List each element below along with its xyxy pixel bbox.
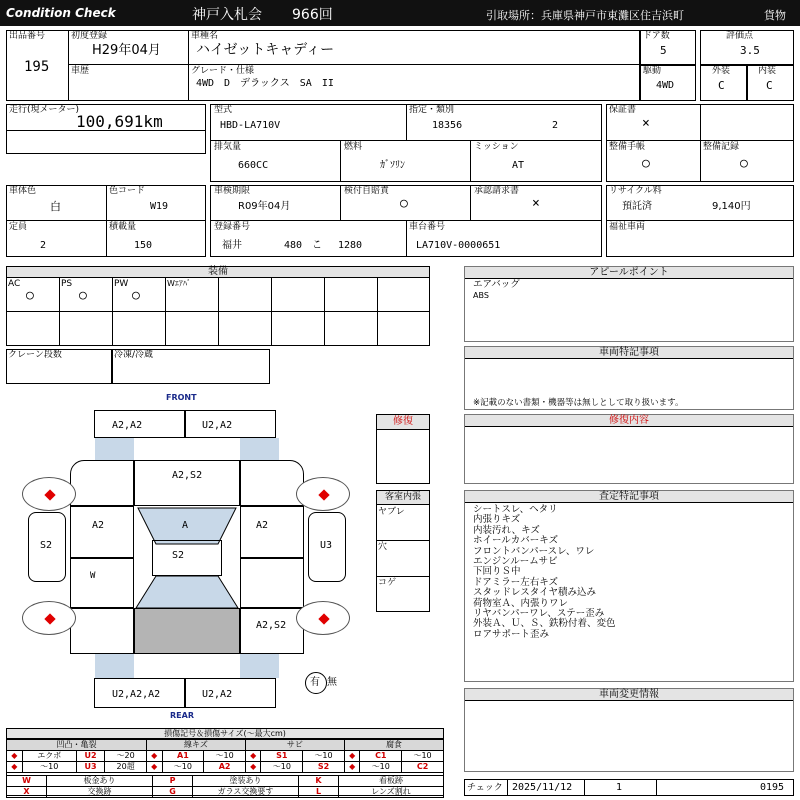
displacement: 660CC — [238, 160, 269, 171]
auction-name: 神戸入札会 — [192, 7, 262, 23]
chassis: LA710V-0000651 — [416, 240, 501, 251]
chassis-label: 車台番号 — [409, 222, 446, 232]
wheel-front-left[interactable] — [22, 477, 76, 511]
legend-group-1: 凹凸・亀裂 — [7, 740, 147, 751]
legend-cell: A2 — [204, 762, 246, 773]
legend-cell: ◆ — [245, 762, 261, 773]
mark-left-front-fender: A2 — [92, 520, 105, 531]
designation-label: 指定・類別 — [409, 105, 455, 115]
approval: × — [532, 196, 540, 211]
equip-ps-label: PS — [61, 279, 73, 289]
reg-area: 福井 — [222, 240, 242, 251]
front-label: FRONT — [166, 393, 197, 402]
legend-group-4: 腐食 — [344, 740, 443, 751]
body-color: 白 — [50, 200, 61, 213]
legend-cell: 20超 — [105, 762, 147, 773]
left-rear-quarter[interactable] — [70, 608, 134, 654]
maint-record: ○ — [740, 156, 748, 171]
legend-cell: ◆ — [146, 762, 162, 773]
fridge-label: 冷凍/冷蔵 — [114, 350, 154, 360]
car-name: ハイゼットキャディー — [196, 42, 335, 58]
legend-cell: 〜10 — [162, 762, 204, 773]
legend-damage-table — [6, 739, 444, 773]
rear-window[interactable] — [134, 574, 240, 610]
score-label: 評価点 — [726, 31, 754, 41]
left-rear-door[interactable] — [70, 558, 134, 608]
equip-ps-mark: ○ — [79, 288, 87, 303]
drive-label: 駆動 — [643, 66, 662, 76]
exterior-label: 外装 — [712, 66, 731, 76]
exterior: C — [718, 79, 725, 92]
mark-front-right: U2,A2 — [202, 420, 233, 431]
inspection: R09年04月 — [238, 201, 291, 212]
mark-roof: S2 — [172, 550, 185, 561]
legend-code-desc: ガラス交換要す — [193, 787, 299, 798]
mileage-label: 走行(現メーター) — [9, 105, 80, 115]
note-line: リヤバンパーワレ、ステー歪み — [473, 608, 605, 620]
history-label: 車歴 — [71, 66, 90, 76]
special-panel — [464, 346, 794, 410]
reg-no-label: 登録番号 — [214, 222, 251, 232]
mark-left-side: S2 — [40, 540, 53, 551]
mark-windshield: A — [182, 520, 189, 531]
note-line: シートスレ、ヘタリ — [473, 504, 558, 515]
note-line: フロントバンパースレ、ワレ — [473, 545, 595, 557]
equip-ac-mark: ○ — [26, 288, 34, 303]
reg-class: 480 — [284, 240, 303, 251]
legend-code: X — [7, 787, 47, 798]
equip-wair-label: Wｴｱﾊﾞ — [167, 279, 191, 288]
warranty-label: 保証書 — [609, 105, 637, 115]
note-line: ホイールカバーキズ — [473, 535, 559, 547]
right-front-door[interactable] — [240, 506, 304, 558]
legend-code: K — [299, 776, 339, 787]
repair-detail-panel — [464, 414, 794, 484]
check-label: チェック — [467, 783, 503, 793]
cabin-ana: 穴 — [378, 542, 388, 552]
inspection-notes-title: 査定特記事項 — [465, 491, 793, 503]
doors: 5 — [660, 44, 667, 57]
check-code: 0195 — [760, 782, 785, 793]
cabin-koge: コゲ — [378, 578, 397, 588]
legend-cell: エクボ — [22, 751, 76, 762]
lot-number: 195 — [24, 59, 50, 75]
legend-cell: ◆ — [146, 751, 162, 762]
equipment-title: 装備 — [7, 267, 429, 278]
mark-left-rear-door: W — [90, 571, 96, 581]
mission: AT — [512, 160, 525, 171]
right-front-fender[interactable] — [240, 460, 304, 506]
inspection-notes-list — [473, 505, 616, 640]
legend-cell: C1 — [360, 751, 402, 762]
fuel: ｶﾞｿﾘﾝ — [380, 160, 405, 171]
legend-cell: U3 — [76, 762, 104, 773]
fuel-label: 燃料 — [344, 142, 363, 152]
appeal-line-2: ABS — [473, 291, 489, 300]
left-front-fender[interactable] — [70, 460, 134, 506]
legend-cell: U2 — [76, 751, 104, 762]
legend-cell: ◆ — [344, 762, 360, 773]
note-line: ロアサポート歪み — [473, 628, 550, 640]
legend-cell: 〜20 — [105, 751, 147, 762]
maintenance-label: 整備手帳 — [609, 142, 646, 152]
legend-code: L — [299, 787, 339, 798]
wheel-rear-left[interactable] — [22, 601, 76, 635]
legend-group-3: サビ — [245, 740, 344, 751]
designation: 18356 — [432, 120, 463, 131]
welfare-label: 福祉車両 — [609, 222, 646, 232]
check-num: 1 — [616, 782, 623, 793]
legend-cell: S2 — [303, 762, 345, 773]
legend-code: P — [153, 776, 193, 787]
mileage: 100,691km — [76, 112, 163, 131]
reg-num: 1280 — [338, 240, 363, 251]
reg-kana: こ — [312, 240, 322, 251]
drive: 4WD — [656, 80, 675, 91]
change-info-title: 車両変更情報 — [465, 689, 793, 701]
warranty: × — [642, 116, 650, 131]
cargo-area — [134, 608, 240, 654]
capacity-label: 定員 — [9, 222, 28, 232]
left-front-door[interactable] — [70, 506, 134, 558]
right-rear-door[interactable] — [240, 558, 304, 608]
insurance: ○ — [400, 196, 408, 211]
lot-label: 出品番号 — [9, 31, 46, 41]
load-label: 積載量 — [109, 222, 137, 232]
auction-number: 966回 — [292, 7, 333, 23]
legend-cell: 〜10 — [303, 751, 345, 762]
legend-code-desc: レンズ割れ — [339, 787, 444, 798]
spare-has: 有 — [310, 677, 320, 688]
recycle-fee: 9,140円 — [712, 201, 751, 212]
approval-label: 承認請求書 — [474, 186, 520, 196]
mark-right-front-fender: A2 — [256, 520, 269, 531]
legend-code-desc: 塗装あり — [193, 776, 299, 787]
legend-cell: A1 — [162, 751, 204, 762]
equip-pw-mark: ○ — [132, 288, 140, 303]
recycle-label: リサイクル料 — [609, 186, 662, 196]
load: 150 — [134, 240, 153, 251]
wheel-front-right[interactable] — [296, 477, 350, 511]
header-title: Condition Check — [6, 6, 116, 20]
wheel-rear-right[interactable] — [296, 601, 350, 635]
note-line: 内装汚れ、キズ — [473, 524, 540, 536]
color-code-label: 色コード — [109, 186, 146, 196]
mark-front-left: A2,A2 — [112, 420, 143, 431]
legend-cell: 〜10 — [360, 762, 402, 773]
legend-cell: S1 — [261, 751, 303, 762]
legend-code-desc: 板金あり — [47, 776, 153, 787]
recycle-status: 預託済 — [622, 201, 652, 212]
special-note: ※記載のない書類・機器等は無しとして取り扱います。 — [473, 398, 684, 408]
cabin-yabure: ヤブレ — [378, 507, 405, 517]
legend-cell: ◆ — [7, 751, 23, 762]
score: 3.5 — [740, 44, 760, 57]
capacity: 2 — [40, 240, 47, 251]
repair-label: 修復 — [377, 415, 429, 430]
rear-label: REAR — [170, 711, 194, 720]
maint-record-label: 整備記録 — [703, 142, 740, 152]
legend-cell: 〜10 — [204, 751, 246, 762]
mark-rear-left: U2,A2,A2 — [112, 689, 161, 700]
legend-cell: C2 — [402, 762, 444, 773]
legend-cell: 〜10 — [402, 751, 444, 762]
note-line: 内張りキズ — [473, 514, 521, 526]
inspection-label: 車検期限 — [214, 186, 251, 196]
legend-title: 損傷記号＆損傷サイズ(〜最大cm) — [7, 729, 443, 739]
legend-code: G — [153, 787, 193, 798]
grade-label: グレード・仕様 — [191, 66, 255, 76]
mark-rear-right: U2,A2 — [202, 689, 233, 700]
note-line: 荷物室Ａ、内張りワレ — [473, 597, 569, 609]
legend-code-table — [6, 775, 444, 798]
legend-group-2: 線キズ — [146, 740, 245, 751]
crane-label: クレーン段数 — [8, 350, 62, 360]
inspection-notes-panel — [464, 490, 794, 682]
appeal-panel — [464, 266, 794, 342]
car-name-label: 車種名 — [191, 31, 219, 41]
appeal-line-1: エアバッグ — [473, 279, 520, 290]
maintenance: ○ — [642, 156, 650, 171]
interior: C — [766, 79, 773, 92]
category-no: 2 — [552, 120, 559, 131]
legend-code: W — [7, 776, 47, 787]
vehicle-category: 貨物 — [764, 9, 786, 22]
mark-hood: A2,S2 — [172, 470, 203, 481]
note-line: 下回りＳ中 — [473, 566, 521, 578]
appeal-title: アピールポイント — [465, 267, 793, 279]
first-reg: H29年04月 — [92, 43, 161, 58]
mission-label: ミッション — [474, 142, 519, 152]
repair-detail-title: 修復内容 — [465, 415, 793, 427]
legend-cell: ◆ — [245, 751, 261, 762]
displacement-label: 排気量 — [214, 142, 242, 152]
legend-cell: 〜10 — [261, 762, 303, 773]
model: HBD-LA710V — [220, 120, 281, 131]
grade: 4WD D デラックス SA II — [196, 78, 334, 89]
roof[interactable] — [152, 540, 222, 576]
interior-label: 内装 — [758, 66, 777, 76]
hood[interactable] — [134, 460, 240, 506]
legend-code-desc: 看板跡 — [339, 776, 444, 787]
legend-cell: ◆ — [7, 762, 23, 773]
body-color-label: 車体色 — [9, 186, 37, 196]
legend-code-desc: 交換跡 — [47, 787, 153, 798]
note-line: エンジンルームサビ — [473, 556, 558, 568]
color-code: W19 — [150, 201, 169, 212]
doors-label: ドア数 — [643, 31, 670, 41]
note-line: スタッドレスタイヤ積み込み — [473, 587, 597, 599]
legend-cell: 〜10 — [22, 762, 76, 773]
insurance-label: 検付自賠責 — [344, 186, 390, 196]
pickup-location: 引取場所：兵庫県神戸市東灘区住吉浜町 — [486, 9, 684, 22]
mark-right-rear: A2,S2 — [256, 620, 287, 631]
check-date: 2025/11/12 — [512, 782, 573, 793]
mark-right-side: U3 — [320, 540, 333, 551]
cabin-title: 客室内張 — [377, 491, 429, 505]
model-label: 型式 — [214, 105, 233, 115]
first-reg-label: 初度登録 — [71, 31, 108, 41]
spare-none: 無 — [327, 677, 337, 688]
special-title: 車両特記事項 — [465, 347, 793, 359]
legend-cell: ◆ — [344, 751, 360, 762]
change-info-panel — [464, 688, 794, 772]
header-bar — [0, 0, 800, 26]
note-line: ドアミラー左右キズ — [473, 576, 559, 588]
equip-ac-label: AC — [8, 279, 21, 289]
equip-pw-label: PW — [114, 279, 129, 289]
note-line: 外装Ａ、Ｕ、Ｓ、鉄粉付着、変色 — [473, 618, 616, 630]
